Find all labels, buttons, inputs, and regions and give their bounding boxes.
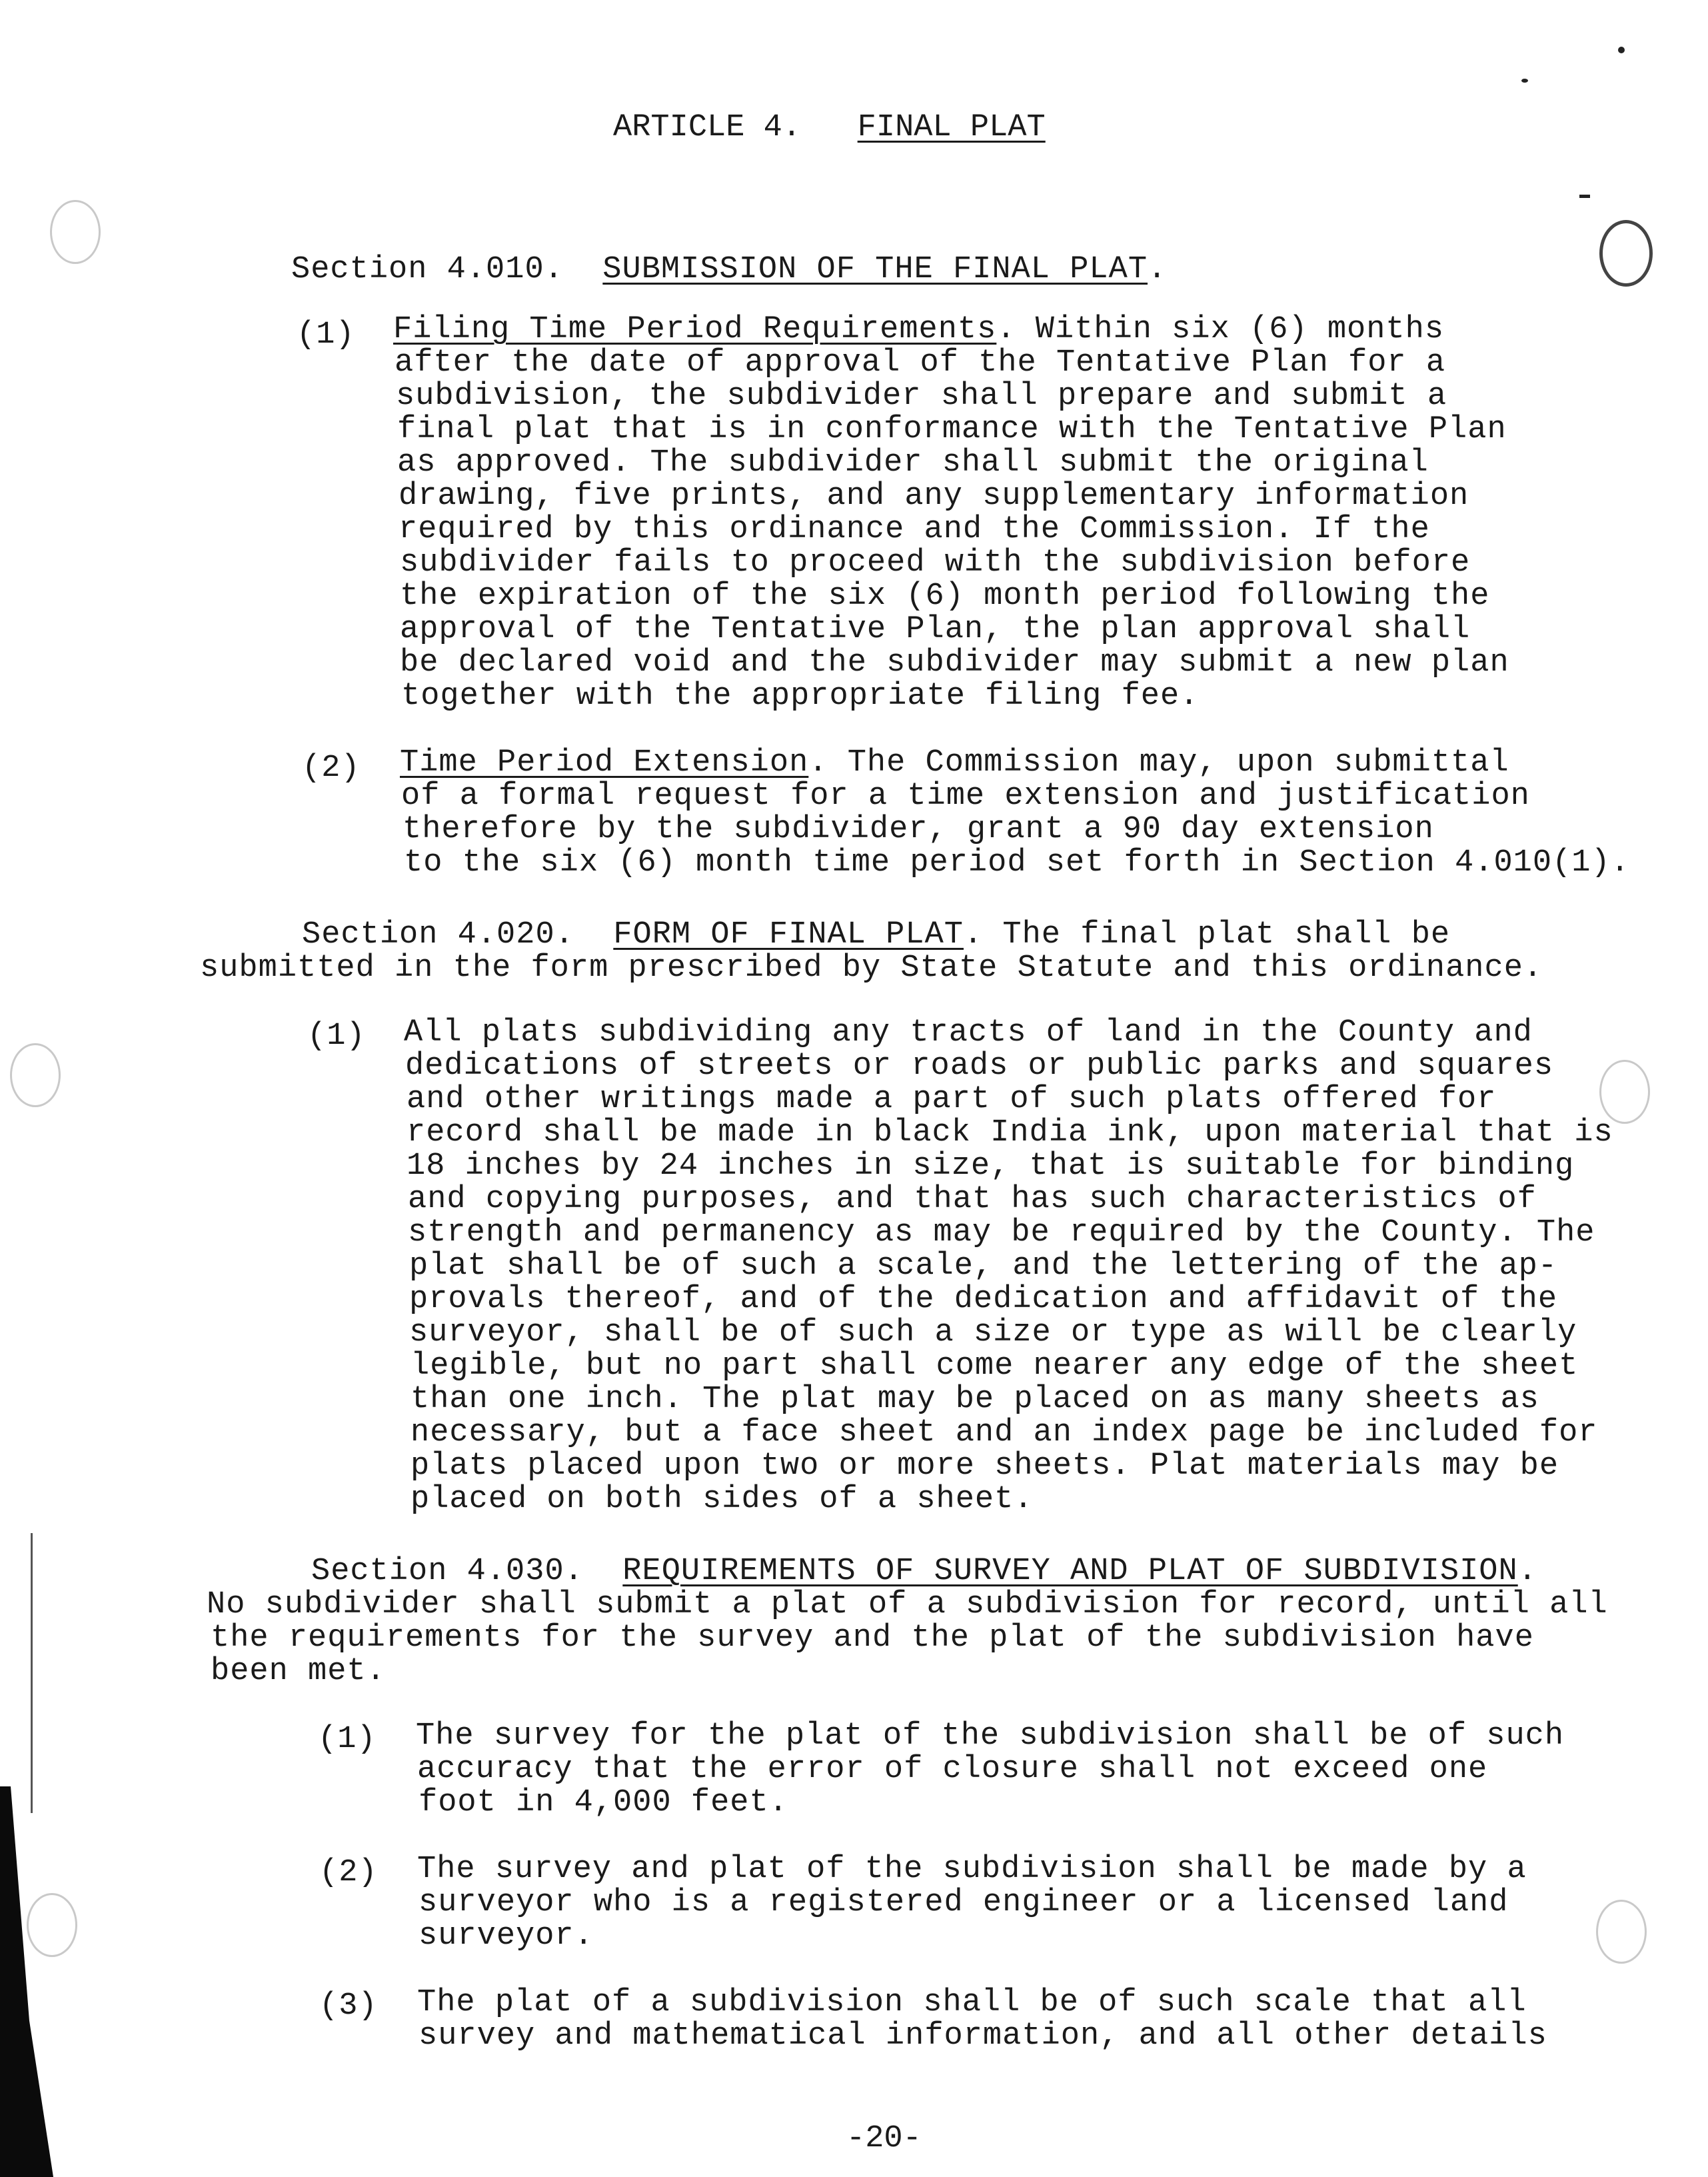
s4010-p2-first-line [400, 747, 1509, 780]
s4020-p1-line: dedications of streets or roads or public parks and squares [405, 1049, 1554, 1084]
s4020-p1-line: and copying purposes, and that has such characteristics of [408, 1182, 1537, 1217]
punch-hole [50, 200, 101, 264]
s4020-p1-line: All plats subdividing any tracts of land in the County and [404, 1015, 1533, 1051]
s4020-p1-line: surveyor, shall be of such a size or type as will be clearly [409, 1315, 1577, 1350]
s4010-p2-text: . The Commission may, upon submittal [808, 745, 1509, 781]
s4010-p1-line: subdivision, the subdivider shall prepare and submit a [396, 379, 1447, 414]
section-title: FORM OF FINAL PLAT [613, 917, 964, 953]
s4010-p2-line: to the six (6) month time period set forth in Section 4.010(1). [404, 845, 1630, 881]
section-4030-line: No subdivider shall submit a plat of a subdivision for record, until all [207, 1587, 1608, 1622]
s4020-p1-line: provals thereof, and of the dedication and affidavit of the [409, 1282, 1558, 1317]
s4030-p2-number: (2) [319, 1855, 378, 1890]
s4020-p1-line: placed on both sides of a sheet. [411, 1482, 1034, 1517]
scan-speck [1521, 79, 1528, 83]
s4020-p1-line: plat shall be of such a scale, and the lettering of the ap- [409, 1248, 1558, 1284]
s4010-p1-line: approval of the Tentative Plan, the plan approval shall [400, 612, 1471, 647]
s4010-p2-number: (2) [302, 751, 361, 786]
section-4030-text: . [1517, 1554, 1537, 1589]
punch-hole [27, 1893, 77, 1957]
section-4030-line: the requirements for the survey and the plat of the subdivision have [211, 1620, 1534, 1656]
s4010-p1-line: the expiration of the six (6) month period following the [400, 579, 1490, 614]
s4010-p2-heading: Time Period Extension [400, 745, 809, 781]
section-title: REQUIREMENTS OF SURVEY AND PLAT OF SUBDIVISION [622, 1554, 1518, 1589]
s4030-p2-line: surveyor who is a registered engineer or a licensed land [419, 1885, 1509, 1920]
punch-hole [1599, 1060, 1650, 1124]
s4020-p1-line: record shall be made in black India ink, upon material that is [407, 1115, 1613, 1150]
s4020-p1-line: legible, but no part shall come nearer any edge of the sheet [411, 1348, 1579, 1384]
s4010-p1-text: . Within six (6) months [996, 312, 1445, 347]
s4010-p1-line: after the date of approval of the Tentative Plan for a [395, 345, 1446, 381]
s4020-p1-line: plats placed upon two or more sheets. Plat materials may be [411, 1448, 1559, 1484]
s4010-p1-line: be declared void and the subdivider may submit a new plan [400, 645, 1509, 681]
section-label: Section 4.020. [302, 917, 574, 953]
s4020-p1-line: strength and permanency as may be required by the County. The [408, 1215, 1595, 1250]
s4030-p3-line: survey and mathematical information, and all other details [419, 2018, 1547, 2054]
s4010-p1-line: final plat that is in conformance with the Tentative Plan [397, 412, 1507, 447]
s4020-p1-number: (1) [307, 1019, 366, 1054]
article-number: ARTICLE 4. [613, 110, 802, 145]
s4030-p2-line: The survey and plat of the subdivision shall be made by a [417, 1852, 1527, 1887]
s4010-p1-line: together with the appropriate filing fee. [401, 679, 1200, 714]
scan-dark-edge [0, 1786, 53, 2177]
article-title [613, 110, 1046, 145]
s4010-p1-line: drawing, five prints, and any supplementary information [399, 479, 1469, 514]
punch-hole [1596, 1900, 1647, 1964]
punch-hole [1599, 220, 1653, 287]
section-4020-line: submitted in the form prescribed by State Statute and this ordinance. [200, 951, 1543, 986]
s4010-p2-line: of a formal request for a time extension and justification [401, 779, 1530, 814]
article-name: FINAL PLAT [857, 110, 1046, 145]
s4020-p1-line: necessary, but a face sheet and an index page be included for [411, 1415, 1598, 1450]
s4010-p1-first-line [393, 313, 1444, 347]
section-title: SUBMISSION OF THE FINAL PLAT [602, 252, 1148, 287]
s4010-p1-heading: Filing Time Period Requirements [393, 312, 997, 347]
s4030-p3-line: The plat of a subdivision shall be of such scale that all [417, 1985, 1527, 2020]
s4030-p1-line: foot in 4,000 feet. [419, 1785, 788, 1820]
scan-edge-line [31, 1533, 33, 1813]
section-4020-text: . The final plat shall be [963, 917, 1451, 953]
s4030-p1-line: accuracy that the error of closure shall not exceed one [417, 1752, 1488, 1787]
s4030-p1-line: The survey for the plat of the subdivision shall be of such [416, 1718, 1565, 1754]
s4020-p1-line: and other writings made a part of such plats offered for [407, 1082, 1497, 1117]
section-4020-heading [302, 919, 1450, 952]
s4020-p1-line: than one inch. The plat may be placed on as many sheets as [411, 1382, 1539, 1417]
s4010-p1-line: required by this ordinance and the Commission. If the [399, 512, 1430, 547]
s4010-p2-line: therefore by the subdivider, grant a 90 day extension [403, 812, 1434, 847]
section-label: Section 4.030. [311, 1554, 584, 1589]
section-4030-heading [311, 1555, 1537, 1588]
s4010-p1-number: (1) [297, 317, 355, 353]
page-number: -20- [846, 2121, 922, 2156]
scan-speck [1579, 195, 1590, 198]
section-label: Section 4.010. [291, 252, 564, 287]
s4020-p1-line: 18 inches by 24 inches in size, that is suitable for binding [407, 1148, 1575, 1184]
s4010-p1-line: subdivider fails to proceed with the subdivision before [400, 545, 1471, 581]
s4030-p3-number: (3) [319, 1988, 378, 2024]
section-4010-heading: Section 4.010. SUBMISSION OF THE FINAL PLAT. [291, 252, 1168, 287]
s4010-p1-line: as approved. The subdivider shall submit the original [397, 445, 1429, 481]
section-4030-line: been met. [211, 1654, 386, 1689]
s4030-p2-line: surveyor. [419, 1918, 594, 1954]
scan-speck [1618, 47, 1625, 53]
punch-hole [10, 1043, 61, 1107]
s4030-p1-number: (1) [318, 1722, 377, 1757]
